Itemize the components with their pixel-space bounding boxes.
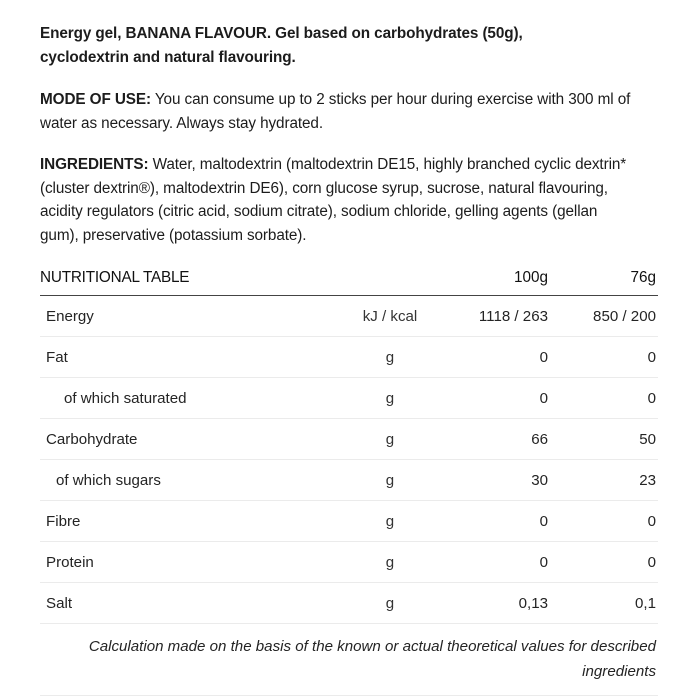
row-label-protein: Protein [40,542,338,583]
row-unit-protein: g [338,542,442,583]
row-value-fibre-100g: 0 [442,501,550,542]
table-row [40,296,658,337]
row-label-fat: Fat [40,337,338,378]
row-unit-carbohydrate: g [338,419,442,460]
table-title: NUTRITIONAL TABLE [40,261,338,296]
row-value-sugars-76g: 23 [550,460,658,501]
row-label-saturated: of which saturated [40,378,338,419]
table-row [40,419,658,460]
table-row [40,542,658,583]
row-value-protein-100g: 0 [442,542,550,583]
row-value-carbohydrate-76g: 50 [550,419,658,460]
table-row [40,501,658,542]
row-label-energy: Energy [40,296,338,337]
row-unit-fibre: g [338,501,442,542]
table-row [40,583,658,624]
table-row [40,460,658,501]
row-label-sugars: of which sugars [40,460,338,501]
ingredients-text: Water, maltodextrin (maltodextrin DE15, highly branched cyclic dextrin* (cluster dextrin®), maltodextrin DE6), corn glucose syrup, sucrose, natural flavouring, acidity regulators (citric acid, sodium citrate), sodium chloride, gelling agents (gellan gum), preservative (potassium sorbate). [40,156,627,244]
row-unit-saturated: g [338,378,442,419]
ingredients-label: INGREDIENTS: [40,156,149,173]
row-value-fat-76g: 0 [550,337,658,378]
row-label-carbohydrate: Carbohydrate [40,419,338,460]
row-value-salt-76g: 0,1 [550,583,658,624]
table-footnote: Calculation made on the basis of the known or actual theoretical values for described ingredients [40,624,658,696]
column-header-100g: 100g [442,261,550,296]
table-header-row [40,261,658,296]
table-row [40,337,658,378]
table-row [40,378,658,419]
mode-of-use-paragraph [40,88,658,135]
row-unit-energy: kJ / kcal [338,296,442,337]
row-value-energy-100g: 1118 / 263 [442,296,550,337]
row-value-fat-100g: 0 [442,337,550,378]
column-header-unit [338,261,442,296]
table-body [40,296,658,624]
row-label-fibre: Fibre [40,501,338,542]
mode-of-use-text: You can consume up to 2 sticks per hour during exercise with 300 ml of water as necessary. Always stay hydrated. [40,91,631,132]
row-label-salt: Salt [40,583,338,624]
row-value-sugars-100g: 30 [442,460,550,501]
row-value-energy-76g: 850 / 200 [550,296,658,337]
row-unit-fat: g [338,337,442,378]
row-value-salt-100g: 0,13 [442,583,550,624]
row-value-protein-76g: 0 [550,542,658,583]
ingredients-paragraph [40,153,658,247]
column-header-76g: 76g [550,261,658,296]
product-description: Energy gel, BANANA FLAVOUR. Gel based on carbohydrates (50g), cyclodextrin and natural flavouring. [40,25,523,66]
nutritional-table [40,261,658,624]
row-value-saturated-76g: 0 [550,378,658,419]
row-unit-salt: g [338,583,442,624]
row-value-saturated-100g: 0 [442,378,550,419]
row-value-fibre-76g: 0 [550,501,658,542]
row-unit-sugars: g [338,460,442,501]
row-value-carbohydrate-100g: 66 [442,419,550,460]
mode-of-use-label: MODE OF USE: [40,91,151,108]
